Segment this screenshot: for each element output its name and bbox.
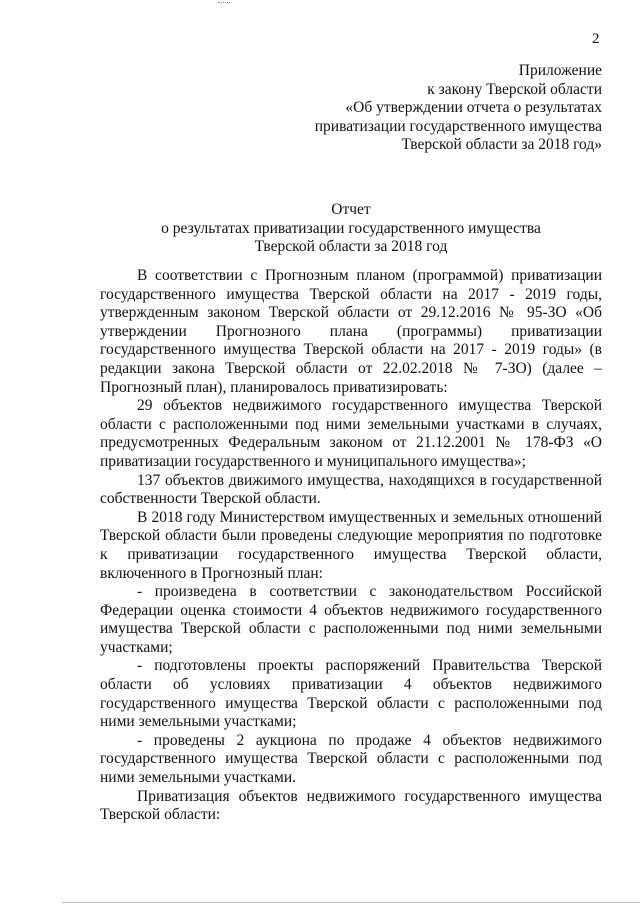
report-body xyxy=(100,267,602,825)
report-subtitle-line: Тверской области за 2018 год xyxy=(254,238,448,256)
list-item: - проведены 2 аукциона по продаже 4 объектов недвижимого государственного имущества Тверской области с расположенными под ними земельными участками. xyxy=(100,731,602,787)
appendix-header xyxy=(300,62,602,155)
paragraph: 137 объектов движимого имущества, находящихся в государственной собственности Тверской области. xyxy=(100,471,602,508)
paragraph: В соответствии с Прогнозным планом (программой) приватизации государственного имущества Тверской области на 2017 - 2019 годы, утвержденным законом Тверской области от 29.12.2016 № 95-ЗО «Об утверждении Прогнозного плана (программы) приватизации государственного имущества Тверской области на 2017 - 2019 годы» (в редакции закона Тверской области от 22.02.2018 № 7-ЗО) (далее – Прогнозный план), планировалось приватизировать: xyxy=(100,267,602,396)
appendix-line: приватизации государственного имущества xyxy=(314,117,602,135)
report-heading: Отчет xyxy=(331,201,371,218)
list-item: - подготовлены проекты распоряжений Правительства Тверской области об условиях приватизации 4 объектов недвижимого государственного имущества Тверской области с расположенными под ними земельными участками; xyxy=(100,657,602,731)
appendix-line: к закону Тверской области xyxy=(427,80,602,98)
page-number: 2 xyxy=(592,31,600,47)
paragraph: Приватизация объектов недвижимого государственного имущества Тверской области: xyxy=(100,787,602,824)
appendix-line: Приложение xyxy=(518,62,602,79)
scan-artifact-mark xyxy=(218,2,230,5)
report-subtitle-line: о результатах приватизации государственного имущества xyxy=(161,219,541,237)
report-title xyxy=(100,201,602,257)
paragraph: 29 объектов недвижимого государственного имущества Тверской области с расположенными под ними земельными участками в случаях, предусмотренных Федеральным законом от 21.12.2001 № 178-ФЗ «О приватизации государственного и муниципального имущества»; xyxy=(100,397,602,470)
appendix-line: Тверской области за 2018 год» xyxy=(401,136,602,154)
appendix-line: «Об утверждении отчета о результатах xyxy=(345,99,602,117)
paragraph: В 2018 году Министерством имущественных и земельных отношений Тверской области были проведены следующие мероприятия по подготовке к приватизации государственного имущества Тверской области, включенного в Прогнозный план: xyxy=(100,508,602,582)
bottom-edge-rule xyxy=(62,902,640,903)
list-item: - произведена в соответствии с законодательством Российской Федерации оценка стоимости 4 объектов недвижимого государственного имущества Тверской области с расположенными под ними земельными участками; xyxy=(100,583,602,656)
